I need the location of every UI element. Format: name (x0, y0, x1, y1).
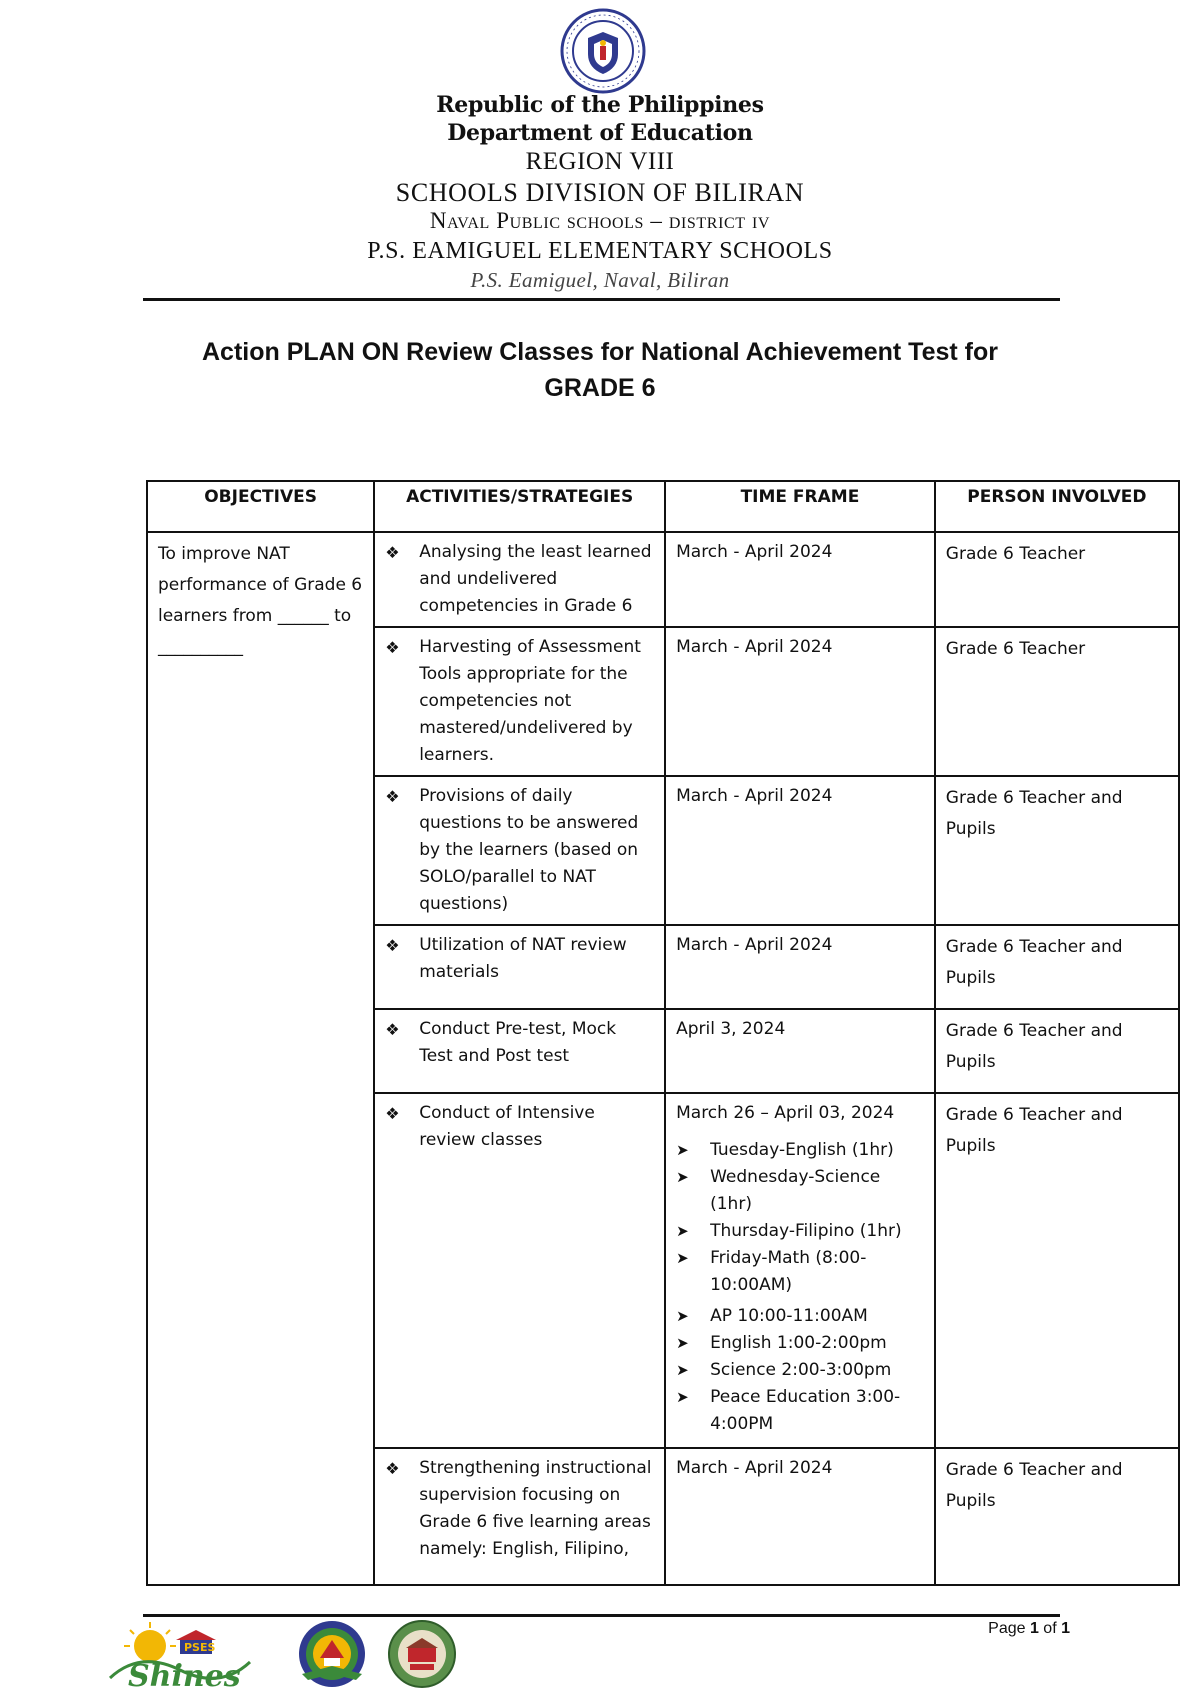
person-cell: Grade 6 Teacher (935, 627, 1179, 776)
activity-cell (374, 532, 665, 627)
header-region: REGION VIII (525, 148, 675, 175)
arrow-bullet-icon: ➤ (676, 1168, 689, 1186)
time-frame-cell: March - April 2024 (665, 532, 935, 627)
list-item (676, 1357, 924, 1384)
diamond-bullet-icon: ❖ (385, 1020, 400, 1039)
person-cell: Grade 6 Teacher and Pupils (935, 1093, 1179, 1448)
schedule-text: English 1:00-2:00pm (710, 1333, 887, 1353)
time-frame-cell: March - April 2024 (665, 776, 935, 925)
time-frame-cell: March - April 2024 (665, 627, 935, 776)
header-person-involved: PERSON INVOLVED (935, 481, 1179, 532)
title-line-1: Action PLAN ON Review Classes for National Achievement Test for (201, 338, 999, 366)
schedule-text: Peace Education 3:00-4:00PM (710, 1387, 901, 1434)
person-cell: Grade 6 Teacher and Pupils (935, 776, 1179, 925)
header-school: P.S. EAMIGUEL ELEMENTARY SCHOOLS (367, 238, 833, 264)
time-frame-cell: March - April 2024 (665, 925, 935, 1009)
pses-shines-logo (100, 1620, 260, 1694)
page-of: of (1038, 1620, 1062, 1637)
schedule-text: Science 2:00-3:00pm (710, 1360, 892, 1380)
list-item (676, 1330, 924, 1357)
diamond-bullet-icon: ❖ (385, 638, 400, 657)
page-current: 1 (1029, 1620, 1039, 1637)
activity-text: Strengthening instructional supervision focusing on Grade 6 five learning areas namely: English, Filipino, (419, 1458, 652, 1559)
header-republic: Republic of the Philippines (436, 92, 764, 118)
activity-text: Provisions of daily questions to be answered by the learners (based on SOLO/parallel to NAT questions) (419, 786, 639, 914)
activity-text: Conduct of Intensive review classes (419, 1103, 595, 1150)
arrow-bullet-icon: ➤ (676, 1249, 689, 1267)
action-plan-table (146, 480, 1180, 1586)
header-objectives: OBJECTIVES (147, 481, 374, 532)
logo-shines-text: Shines (128, 1659, 241, 1694)
list-item (676, 1164, 924, 1218)
table-row (147, 532, 1179, 627)
activity-text: Harvesting of Assessment Tools appropriate for the competencies not mastered/undelivered by learners. (419, 637, 641, 765)
activity-cell (374, 925, 665, 1009)
arrow-bullet-icon: ➤ (676, 1361, 689, 1379)
person-cell: Grade 6 Teacher (935, 532, 1179, 627)
page-prefix: Page (988, 1620, 1030, 1637)
schedule-text: Tuesday-English (1hr) (710, 1140, 894, 1160)
header-division: SCHOOLS DIVISION OF BILIRAN (395, 178, 805, 207)
header-address: P.S. Eamiguel, Naval, Biliran (470, 268, 730, 292)
list-item (676, 1384, 924, 1438)
review-schedule-list (676, 1137, 924, 1438)
arrow-bullet-icon: ➤ (676, 1334, 689, 1352)
header-activities: ACTIVITIES/STRATEGIES (374, 481, 665, 532)
person-cell: Grade 6 Teacher and Pupils (935, 925, 1179, 1009)
arrow-bullet-icon: ➤ (676, 1307, 689, 1325)
document-title (130, 334, 1070, 406)
header-time-frame: TIME FRAME (665, 481, 935, 532)
diamond-bullet-icon: ❖ (385, 936, 400, 955)
school-seal-icon (296, 1618, 368, 1690)
diamond-bullet-icon: ❖ (385, 787, 400, 806)
list-item (676, 1218, 924, 1245)
activity-cell (374, 776, 665, 925)
arrow-bullet-icon: ➤ (676, 1388, 689, 1406)
activity-cell (374, 1093, 665, 1448)
page-total: 1 (1061, 1620, 1070, 1637)
diamond-bullet-icon: ❖ (385, 1104, 400, 1123)
time-frame-cell: April 3, 2024 (665, 1009, 935, 1093)
schedule-text: AP 10:00-11:00AM (710, 1306, 868, 1326)
district-seal-icon (386, 1618, 458, 1690)
header-divider (143, 298, 1060, 301)
diamond-bullet-icon: ❖ (385, 543, 400, 562)
header-district: Naval Public schools – district iv (429, 208, 771, 233)
logo-pses-text: PSES (184, 1641, 216, 1654)
deped-seal-icon (560, 8, 646, 94)
header-department: Department of Education (447, 120, 753, 146)
table-header-row (147, 481, 1179, 532)
activity-cell (374, 1009, 665, 1093)
activity-text: Conduct Pre-test, Mock Test and Post test (419, 1019, 617, 1066)
title-line-2: GRADE 6 (544, 374, 656, 402)
diamond-bullet-icon: ❖ (385, 1459, 400, 1478)
activity-text: Analysing the least learned and undelivered competencies in Grade 6 (419, 542, 652, 616)
footer-divider (143, 1614, 1060, 1617)
list-item (676, 1245, 924, 1299)
arrow-bullet-icon: ➤ (676, 1141, 689, 1159)
objective-cell: To improve NAT performance of Grade 6 learners from ______ to __________ (147, 532, 374, 1585)
schedule-text: Friday-Math (8:00-10:00AM) (710, 1248, 867, 1295)
time-frame-cell: March - April 2024 (665, 1448, 935, 1585)
schedule-text: Thursday-Filipino (1hr) (710, 1221, 902, 1241)
time-frame-range: March 26 – April 03, 2024 (676, 1103, 895, 1123)
page-number (960, 1620, 1070, 1638)
person-cell: Grade 6 Teacher and Pupils (935, 1448, 1179, 1585)
activity-text: Utilization of NAT review materials (419, 935, 627, 982)
list-item (676, 1303, 924, 1330)
arrow-bullet-icon: ➤ (676, 1222, 689, 1240)
activity-cell (374, 1448, 665, 1585)
person-cell: Grade 6 Teacher and Pupils (935, 1009, 1179, 1093)
time-frame-cell (665, 1093, 935, 1448)
list-item (676, 1137, 924, 1164)
schedule-text: Wednesday-Science (1hr) (710, 1167, 881, 1214)
activity-cell (374, 627, 665, 776)
